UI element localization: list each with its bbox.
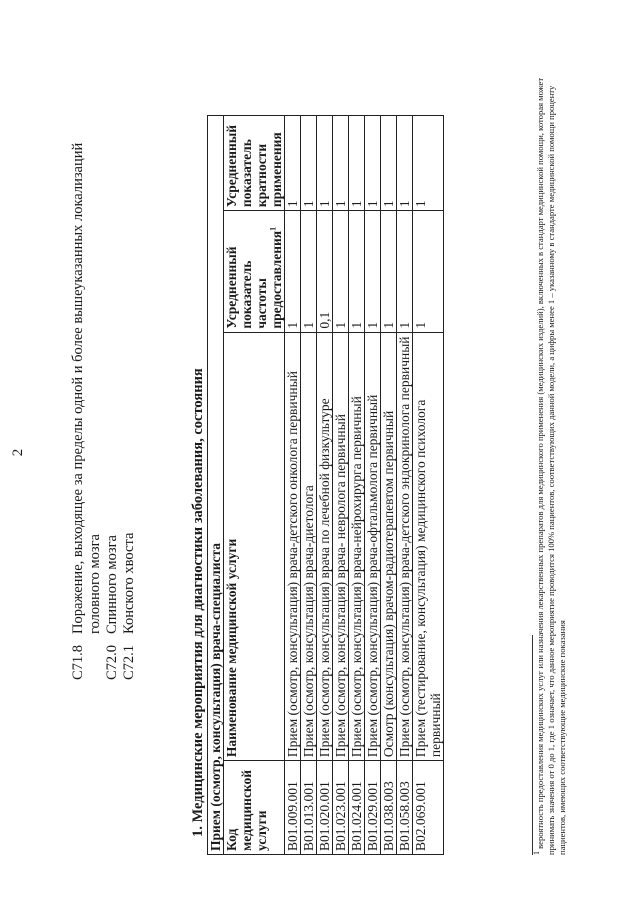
cell-name: Прием (осмотр, консультация) врача по лечебной физкультуре [317,332,333,760]
diagnosis-description: Поражение, выходящее за пределы одной и более вышеуказанных локализаций головного мозга [70,142,103,634]
cell-multiplicity: 1 [285,116,301,211]
cell-code: B01.038.003 [381,761,397,855]
services-table [207,115,444,855]
table-row [397,116,413,855]
cell-code: B01.024.001 [349,761,365,855]
cell-frequency: 1 [381,211,397,333]
footnote-reference: 1 [268,226,278,231]
section-title: 1. Медицинские мероприятия для диагностики заболевания, состояния [190,368,206,837]
cell-frequency: 1 [349,211,365,333]
cell-code: B01.013.001 [301,761,317,855]
footnote-text: вероятность предоставления медицинских услуг или назначения лекарственных препаратов для медицинского применения (медицинских изделий), включенных в стандарт медицинской помощи, которая может принимать значения от 0 до 1, где 1 означает, что данное мероприятие проводится 100% пациентов, соответствующих данной модели, а цифры менее 1 – указанному в стандарте медицинской помощи проценту пациентов, имеющих соответствующие медицинские показания [535,77,567,855]
cell-frequency: 1 [365,211,381,333]
cell-name: Прием (осмотр, консультация) врача-нейрохирурга первичный [349,332,365,760]
cell-frequency: 1 [333,211,349,333]
cell-name: Прием (осмотр, консультация) врача-офтальмолога первичный [365,332,381,760]
table-row [285,116,301,855]
header-name: Наименование медицинской услуги [224,332,285,760]
table-row [333,116,349,855]
cell-multiplicity: 1 [413,116,444,211]
header-multiplicity: Усредненный показатель кратности применения [224,116,285,211]
cell-code: B01.058.003 [397,761,413,855]
footnote-divider [532,635,533,855]
page-number: 2 [10,448,26,457]
cell-name: Прием (осмотр, консультация) врача- невролога первичный [333,332,349,760]
diagnosis-code-list [70,94,138,680]
diagnosis-description: Спинного мозга [104,535,120,634]
footnote [532,55,568,855]
cell-code: B01.009.001 [285,761,301,855]
diagnosis-code: C72.0 [104,644,120,680]
table-header-row [224,116,285,855]
diagnosis-code-row [121,94,138,680]
table-row [301,116,317,855]
cell-name: Прием (осмотр, консультация) врача-диетолога [301,332,317,760]
table-caption: Прием (осмотр, консультация) врача-специалиста [208,116,224,855]
cell-code: B02.069.001 [413,761,444,855]
cell-multiplicity: 1 [365,116,381,211]
table-row [365,116,381,855]
table-row [349,116,365,855]
cell-multiplicity: 1 [349,116,365,211]
cell-code: B01.020.001 [317,761,333,855]
cell-multiplicity: 1 [333,116,349,211]
table-row [317,116,333,855]
diagnosis-code: C71.8 [70,644,86,680]
diagnosis-code-row [104,94,121,680]
cell-multiplicity: 1 [381,116,397,211]
cell-name: Осмотр (консультация) врачом-радиотерапевтом первичный [381,332,397,760]
table-row [413,116,444,855]
diagnosis-description: Конского хвоста [121,532,137,634]
cell-code: B01.029.001 [365,761,381,855]
cell-frequency: 1 [301,211,317,333]
cell-frequency: 1 [397,211,413,333]
diagnosis-code: C72.1 [121,644,137,680]
cell-multiplicity: 1 [397,116,413,211]
cell-multiplicity: 1 [317,116,333,211]
cell-frequency: 1 [413,211,444,333]
cell-code: B01.023.001 [333,761,349,855]
cell-name: Прием (тестирование, консультация) медицинского психолога первичный [413,332,444,760]
cell-name: Прием (осмотр, консультация) врача-детского онколога первичный [285,332,301,760]
table-caption-row [208,116,224,855]
header-frequency-text: Усредненный показатель частоты предоставления [224,230,284,329]
cell-name: Прием (осмотр, консультация) врача-детского эндокринолога первичный [397,332,413,760]
cell-frequency: 0,1 [317,211,333,333]
cell-frequency: 1 [285,211,301,333]
footnote-marker: 1 [532,851,542,855]
table-row [381,116,397,855]
header-code: Код медицинской услуги [224,761,285,855]
cell-multiplicity: 1 [301,116,317,211]
header-frequency [224,211,285,333]
diagnosis-code-row [70,94,104,680]
